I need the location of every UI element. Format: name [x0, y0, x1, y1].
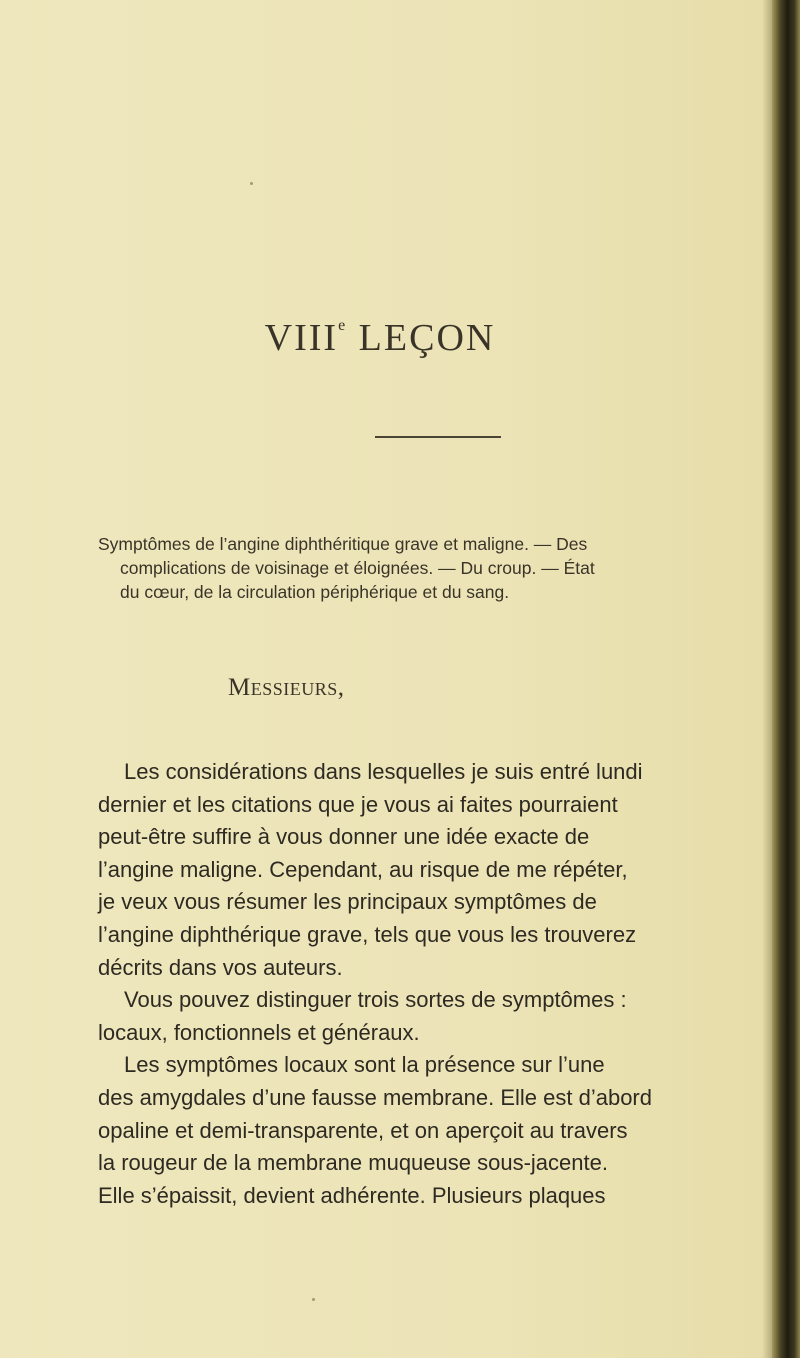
chapter-superscript: e: [338, 317, 348, 334]
body-line: la rougeur de la membrane muqueuse sous-jacente.: [98, 1150, 608, 1176]
title-divider: [375, 436, 501, 438]
chapter-summary: [98, 532, 758, 604]
body-line: Les considérations dans lesquelles je suis entré lundi: [124, 759, 643, 784]
chapter-title: [0, 318, 760, 357]
body-line: locaux, fonctionnels et généraux.: [98, 1019, 420, 1045]
binding-shadow: [762, 0, 772, 1358]
body-line: l’angine diphthérique grave, tels que vous les trouverez: [98, 921, 637, 947]
paper-speck: [312, 1298, 315, 1301]
summary-line: du cœur, de la circulation périphérique et du sang.: [120, 582, 510, 602]
paper-speck: [250, 182, 253, 185]
body-line: Les symptômes locaux sont la présence sur l’une: [124, 1052, 605, 1078]
body-line: Vous pouvez distinguer trois sortes de symptômes :: [124, 987, 627, 1013]
body-line: Elle s’épaissit, devient adhérente. Plusieurs plaques: [98, 1182, 606, 1208]
body-line: peut-être suffire à vous donner une idée exacte de: [98, 824, 590, 850]
summary-line: complications de voisinage et éloignées. — Du croup. — État: [120, 558, 595, 578]
body-line: opaline et demi-transparente, et on aperçoit au travers: [98, 1117, 628, 1143]
body-text: [98, 756, 758, 1212]
chapter-numeral: VIII: [264, 317, 339, 359]
body-line: l’angine maligne. Cependant, au risque de me répéter,: [98, 856, 628, 882]
body-line: décrits dans vos auteurs.: [98, 954, 343, 980]
salutation: Messieurs,: [228, 674, 345, 701]
chapter-word: LEÇON: [358, 317, 496, 359]
summary-line: Symptômes de l’angine diphthéritique grave et maligne. — Des: [98, 534, 588, 554]
book-binding-edge: [772, 0, 800, 1358]
body-line: dernier et les citations que je vous ai faites pourraient: [98, 791, 618, 817]
body-line: je veux vous résumer les principaux symptômes de: [98, 889, 597, 915]
body-line: des amygdales d’une fausse membrane. Elle est d’abord: [98, 1084, 652, 1110]
